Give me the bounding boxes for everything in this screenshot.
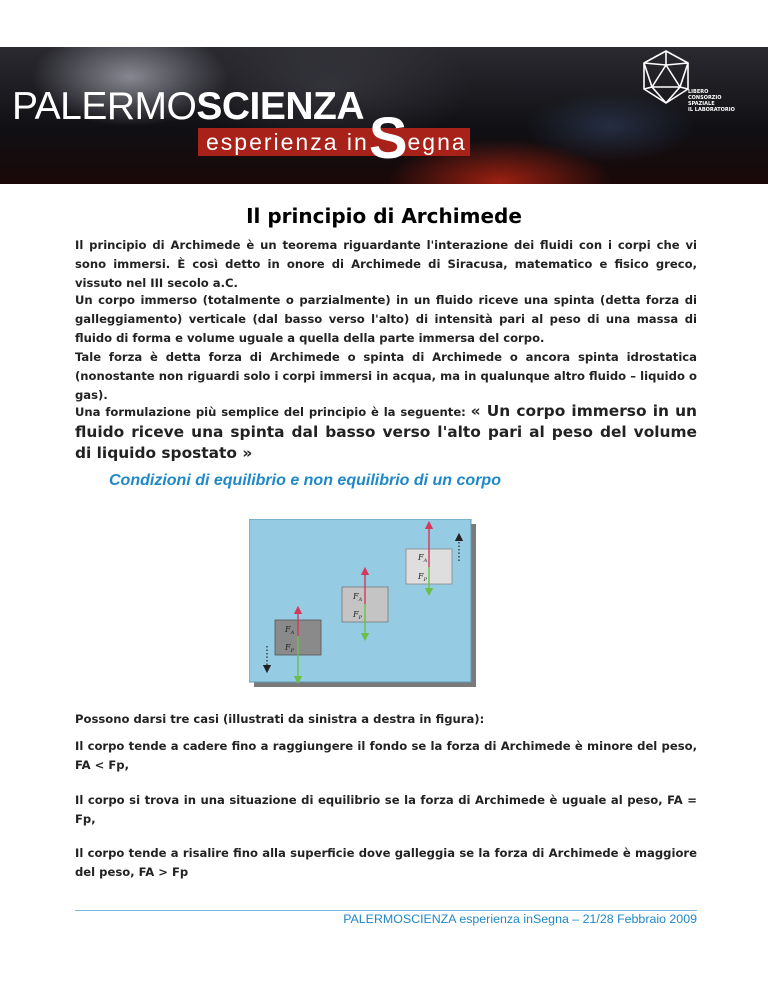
label-fp-sinking-main: F (285, 643, 291, 652)
cases-intro: Possono darsi tre casi (illustrati da sinistra a destra in figura): (75, 712, 485, 726)
label-fa-equilibrium-sub: A (358, 597, 363, 603)
logo-tagline-big-s: S (368, 106, 408, 171)
label-fa-rising-sub: A (423, 558, 428, 564)
footer-divider (75, 910, 697, 911)
logo-wordmark (12, 87, 364, 126)
page-title: Il principio di Archimede (246, 204, 522, 228)
label-fa-sinking-main: F (285, 625, 291, 634)
paragraph-naming: Tale forza è detta forza di Archimede o spinta di Archimede o ancora spinta idrostatica (nonostante non riguardi solo i corpi immersi in acqua, ma in qualunque altro fluido – liquido o gas). (75, 350, 697, 402)
label-fp-sinking-sub: P (290, 648, 294, 654)
footer-text: PALERMOSCIENZA esperienza inSegna – 21/28 Febbraio 2009 (343, 912, 697, 926)
logo-tagline-part1: esperienza in (206, 129, 369, 155)
org-caption: LIBERO CONSORZIO SPAZIALE IL LABORATORIO (688, 89, 735, 113)
section-subtitle: Condizioni di equilibrio e non equilibrio di un corpo (109, 472, 501, 489)
logo-wordmark-part1: PALERMO (12, 85, 197, 128)
label-fa-rising-main: F (418, 553, 424, 562)
icosahedron-icon (636, 47, 696, 107)
label-fp-equilibrium-sub: P (358, 615, 362, 621)
logo-tagline-part3: egna (407, 129, 467, 155)
formulation-quote: « Un corpo immerso in un fluido riceve una spinta dal basso verso l'alto pari al peso del volume di liquido spostato » (75, 402, 698, 462)
case-rising: Il corpo tende a risalire fino alla superficie dove galleggia se la forza di Archimede è maggiore del peso, FA > Fp (75, 846, 697, 879)
paragraph-intro: Il principio di Archimede è un teorema riguardante l'interazione dei fluidi con i corpi che vi sono immersi. È così detto in onore di Archimede di Siracusa, matematico e fisico greco, vissuto nel III secolo a.C. (75, 238, 697, 290)
label-fp-rising-sub: P (423, 577, 427, 583)
label-fp-rising-main: F (418, 572, 424, 581)
paragraph-definition: Un corpo immerso (totalmente o parzialmente) in un fluido riceve una spinta (detta forza di galleggiamento) verticale (dal basso verso l'alto) di intensità pari al peso di una massa di fluido di forma e volume uguale a quella della parte immersa del corpo. (75, 293, 697, 345)
logo-wordmark-part2: SCIENZA (196, 85, 365, 128)
formulation-intro: Una formulazione più semplice del principio è la seguente: (75, 405, 471, 419)
case-sinking: Il corpo tende a cadere fino a raggiungere il fondo se la forza di Archimede è minore del peso, FA < Fp, (75, 739, 697, 772)
label-fa-sinking-sub: A (290, 630, 295, 636)
label-fp-equilibrium-main: F (353, 610, 359, 619)
logo-tagline (206, 106, 467, 171)
header-banner (0, 47, 768, 184)
label-fa-equilibrium-main: F (353, 592, 359, 601)
equilibrium-figure (249, 519, 478, 689)
paragraph-formulation (75, 401, 697, 464)
case-equilibrium: Il corpo si trova in una situazione di equilibrio se la forza di Archimede è uguale al peso, FA = Fp, (75, 793, 697, 826)
